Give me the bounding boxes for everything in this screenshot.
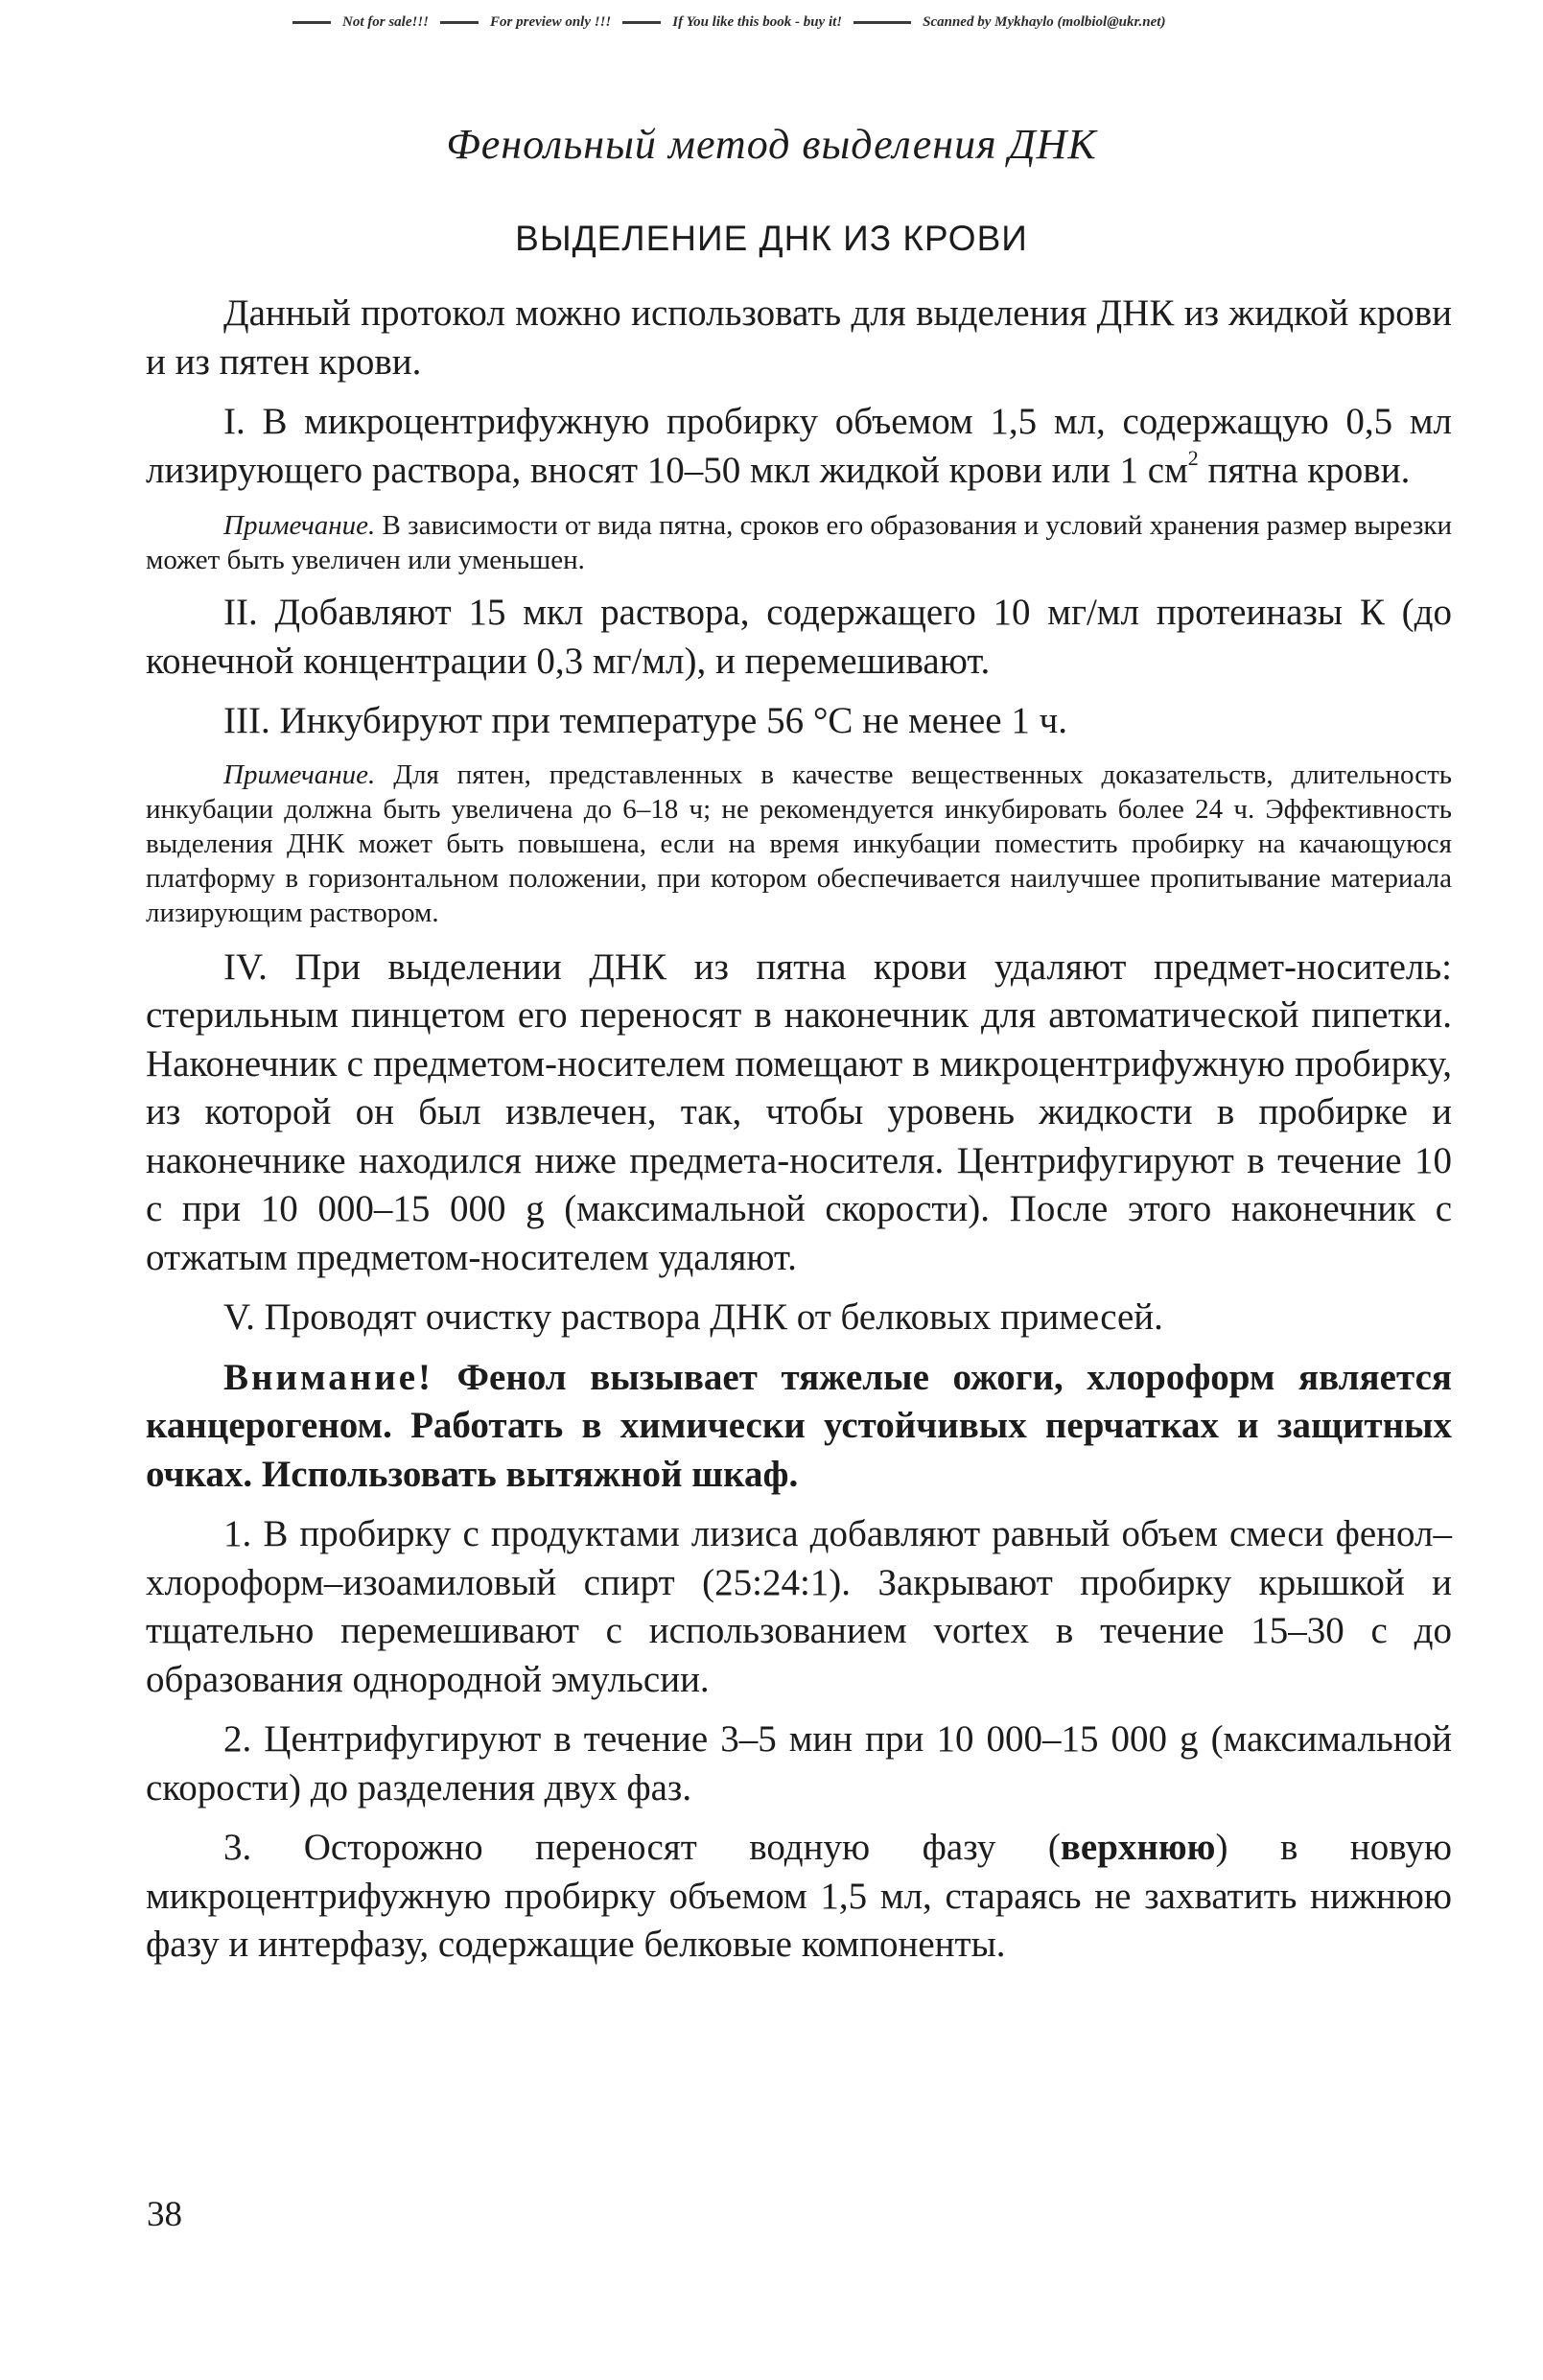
scan-banner [292, 10, 1261, 35]
step-3-paragraph: III. Инкубируют при температуре 56 °С не менее 1 ч. [223, 700, 1067, 741]
note-2-label: Примечание. [223, 758, 376, 790]
warning-label: Внимание! [223, 1356, 433, 1398]
substep-1-paragraph: 1. В пробирку с продуктами лизиса добавляют равный объем смеси фенол–хлороформ–изоамиловый спирт (25:24:1). Закрывают пробирку крышкой и тщательно перемешивают с использованием vortex в течение 15–30 с до образования однородной эмульсии. [146, 1513, 1452, 1700]
warning-paragraph [146, 1354, 1452, 1500]
section-title: Фенольный метод выделения ДНК [446, 121, 1097, 168]
note-1-label: Примечание. [223, 510, 376, 541]
step-1-text: I. В микроцентрифужную пробирку объемом 1,5 мл, содержащую 0,5 мл лизирующего раствора, вносят 10–50 мкл жидкой крови или 1 см [146, 401, 1452, 491]
step-1-paragraph [146, 398, 1452, 495]
warning-text: Фенол вызывает тяжелые ожоги, хлороформ является канцерогеном. Работать в химически устойчивых перчатках и защитных очках. Использовать вытяжной шкаф. [146, 1356, 1452, 1495]
intro-paragraph: Данный протокол можно использовать для выделения ДНК из жидкой крови и из пятен крови. [146, 292, 1452, 383]
page-number: 38 [147, 2195, 182, 2234]
page-body [146, 290, 1452, 1970]
banner-rule [440, 21, 479, 24]
banner-rule [292, 21, 331, 24]
banner-text-4: Scanned by Mykhaylo (molbiol@ukr.net) [923, 13, 1166, 30]
step-4-paragraph: IV. При выделении ДНК из пятна крови удаляют предмет-носитель: стерильным пинцетом его переносят в наконечник для автоматической пипетки. Наконечник с предметом-носителем помещают в микроцентрифужную пробирку, из которой он был извлечен, так, чтобы уровень жидкости в пробирке и наконечнике находился ниже предмета-носителя. Центрифугируют в течение 10 с при 10 000–15 000 g (максимальной скорости). После этого наконечник с отжатым предметом-носителем удаляют. [146, 945, 1452, 1278]
substep-3-text: 3. Осторожно переносят водную фазу ( [223, 1827, 1061, 1868]
step-1-text-end: пятна крови. [1198, 449, 1411, 491]
note-1-text: В зависимости от вида пятна, сроков его образования и условий хранения размер вырезки может быть увеличен или уменьшен. [146, 510, 1452, 575]
substep-2-paragraph: 2. Центрифугируют в течение 3–5 мин при 10 000–15 000 g (максимальной скорости) до разделения двух фаз. [146, 1718, 1452, 1808]
substep-3-paragraph [146, 1824, 1452, 1970]
note-2-text: Для пятен, представленных в качестве вещественных доказательств, длительность инкубации должна быть увеличена до 6–18 ч; не рекомендуется инкубировать более 24 ч. Эффективность выделения ДНК может быть повышена, если на время инкубации поместить пробирку на качающуюся платформу в горизонтальном положении, при котором обеспечивается наилучшее пропитывание материала лизирующим раствором. [146, 758, 1452, 928]
banner-text-2: For preview only !!! [490, 13, 612, 30]
substep-3-bold: верхнюю [1060, 1827, 1216, 1868]
banner-rule [853, 21, 911, 24]
banner-rule [622, 21, 661, 24]
note-2 [146, 758, 1452, 930]
banner-text-3: If You like this book - buy it! [672, 13, 843, 30]
substep-3-text-end: ) в новую микроцентрифужную пробирку объемом 1,5 мл, стараясь не захватить нижнюю фазу и интерфазу, содержащие белковые компоненты. [146, 1827, 1452, 1965]
step-1-superscript: 2 [1187, 445, 1199, 470]
step-5-paragraph: V. Проводят очистку раствора ДНК от белковых примесей. [223, 1296, 1163, 1338]
banner-text-1: Not for sale!!! [342, 13, 430, 30]
step-2-paragraph: II. Добавляют 15 мкл раствора, содержащего 10 мг/мл протеиназы К (до конечной концентрации 0,3 мг/мл), и перемешивают. [146, 592, 1452, 682]
note-1 [146, 508, 1452, 577]
section-subtitle: ВЫДЕЛЕНИЕ ДНК ИЗ КРОВИ [515, 219, 1028, 258]
